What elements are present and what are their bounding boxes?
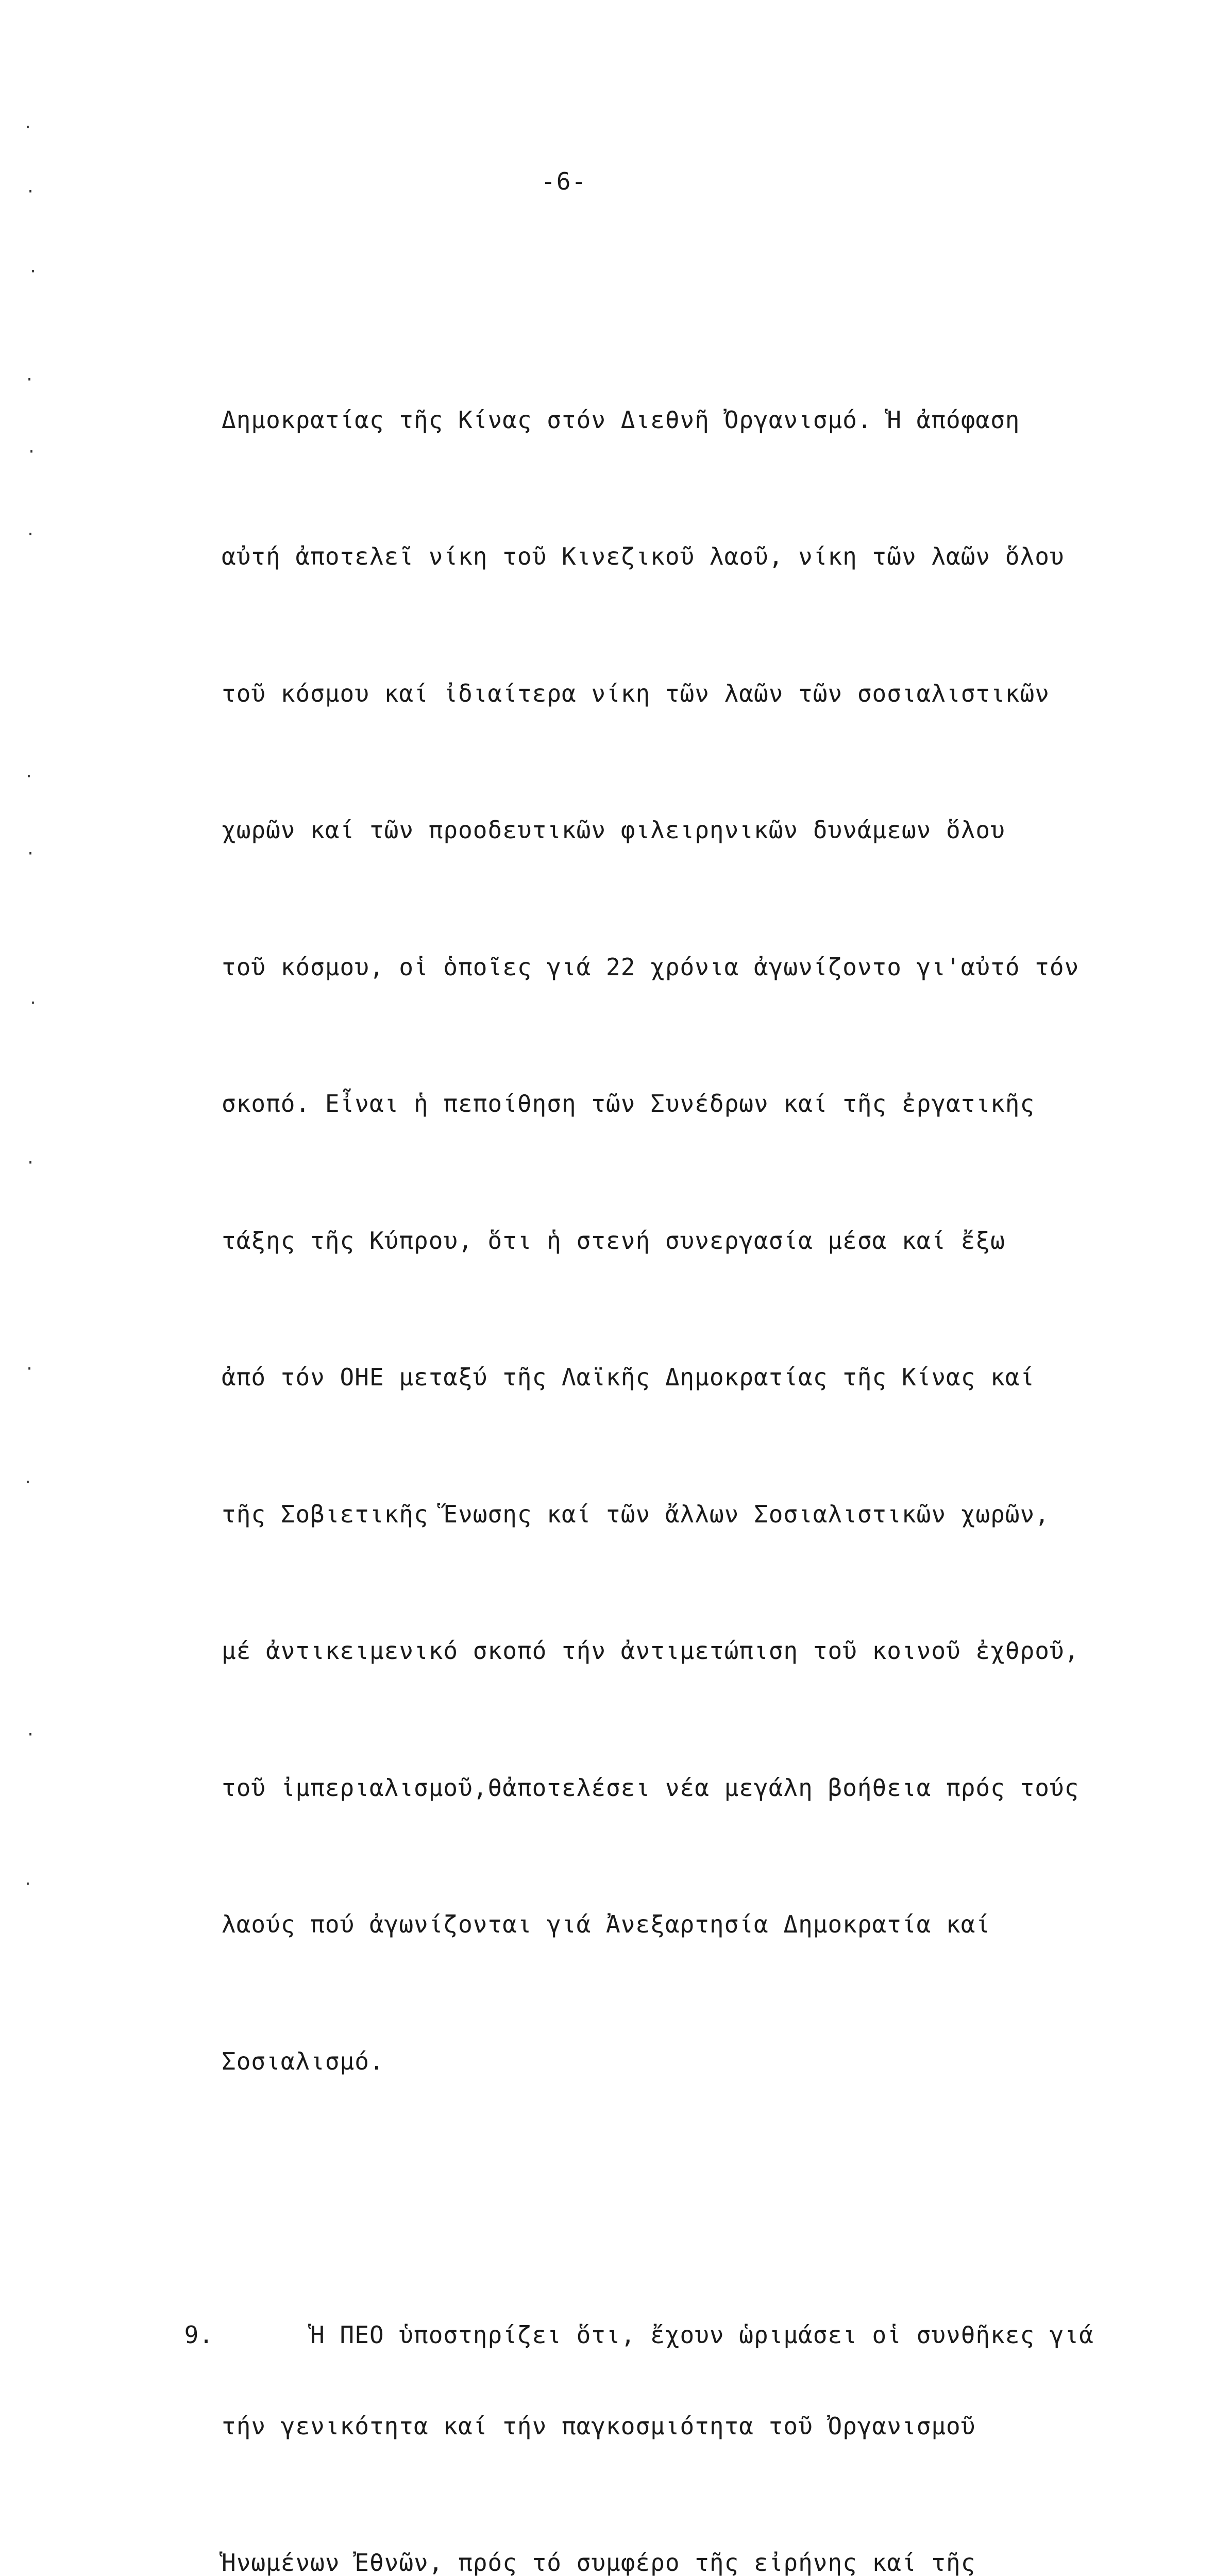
scan-speck: · — [26, 1726, 36, 1744]
text-line: χωρῶν καί τῶν προοδευτικῶν φιλειρηνικῶν δυνάμεων ὅλου — [222, 816, 1005, 844]
body-text — [184, 260, 1201, 2576]
scan-speck: · — [23, 118, 33, 137]
text-line: Ἡνωμένων Ἐθνῶν, πρός τό συμφέρο τῆς εἰρήνης καί τῆς — [222, 2549, 976, 2576]
text-line: σκοπό. Εἶναι ἡ πεποίθηση τῶν Συνέδρων καί τῆς ἐργατικῆς — [222, 1090, 1035, 1117]
text-line: Σοσιαλισμό. — [222, 2047, 384, 2075]
scan-speck: · — [26, 526, 36, 544]
scan-speck: · — [26, 1154, 36, 1172]
line-text: Ἡ ΠΕΟ ὑποστηρίζει ὅτι, ἔχουν ὡριμάσει οἱ συνθῆκες γιά — [310, 2320, 1094, 2349]
text-line: τοῦ κόσμου καί ἰδιαίτερα νίκη τῶν λαῶν τῶν σοσιαλιστικῶν — [222, 679, 1050, 707]
text-line: τοῦ κόσμου, οἱ ὁποῖες γιά 22 χρόνια ἀγωνίζοντο γι'αὐτό τόν — [222, 953, 1080, 981]
text-line: τάξης τῆς Κύπρου, ὅτι ἡ στενή συνεργασία μέσα καί ἔξω — [222, 1226, 1005, 1255]
text-line: τήν γενικότητα καί τήν παγκοσμιότητα τοῦ Ὀργανισμοῦ — [222, 2412, 976, 2440]
scan-speck: · — [26, 845, 36, 863]
text-line: μέ ἀντικειμενικό σκοπό τήν ἀντιμετώπιση τοῦ κοινοῦ ἐχθροῦ, — [222, 1637, 1080, 1665]
text-line: τῆς Σοβιετικῆς Ἕνωσης καί τῶν ἄλλων Σοσιαλιστικῶν χωρῶν, — [222, 1500, 1050, 1528]
scan-speck: · — [23, 1473, 33, 1492]
scan-speck: · — [28, 994, 38, 1012]
text-line: λαούς πού ἀγωνίζονται γιά Ἀνεξαρτησία Δημοκρατία καί — [222, 1910, 991, 1938]
scan-speck: · — [28, 263, 38, 281]
scan-speck: · — [25, 371, 35, 389]
scan-speck: · — [26, 183, 36, 201]
scan-speck: · — [24, 768, 34, 786]
text-line: τοῦ ἰμπεριαλισμοῦ,θἀποτελέσει νέα μεγάλη βοήθεια πρός τούς — [222, 1773, 1080, 1802]
scan-speck: · — [23, 1875, 33, 1893]
text-line: ἀπό τόν ΟΗΕ μεταξύ τῆς Λαϊκῆς Δημοκρατίας τῆς Κίνας καί — [222, 1363, 1035, 1391]
scan-speck: · — [25, 1360, 35, 1378]
page-number: -6- — [541, 167, 587, 195]
text-line — [184, 2266, 1201, 2349]
text-line: αὐτή ἀποτελεῖ νίκη τοῦ Κινεζικοῦ λαοῦ, νίκη τῶν λαῶν ὅλου — [222, 543, 1065, 570]
scan-speck: · — [27, 443, 37, 461]
paragraph-number: 9. — [184, 2320, 214, 2349]
text-line: Δημοκρατίας τῆς Κίνας στόν Διεθνῆ Ὀργανισμό. Ἡ ἀπόφαση — [222, 405, 1020, 434]
